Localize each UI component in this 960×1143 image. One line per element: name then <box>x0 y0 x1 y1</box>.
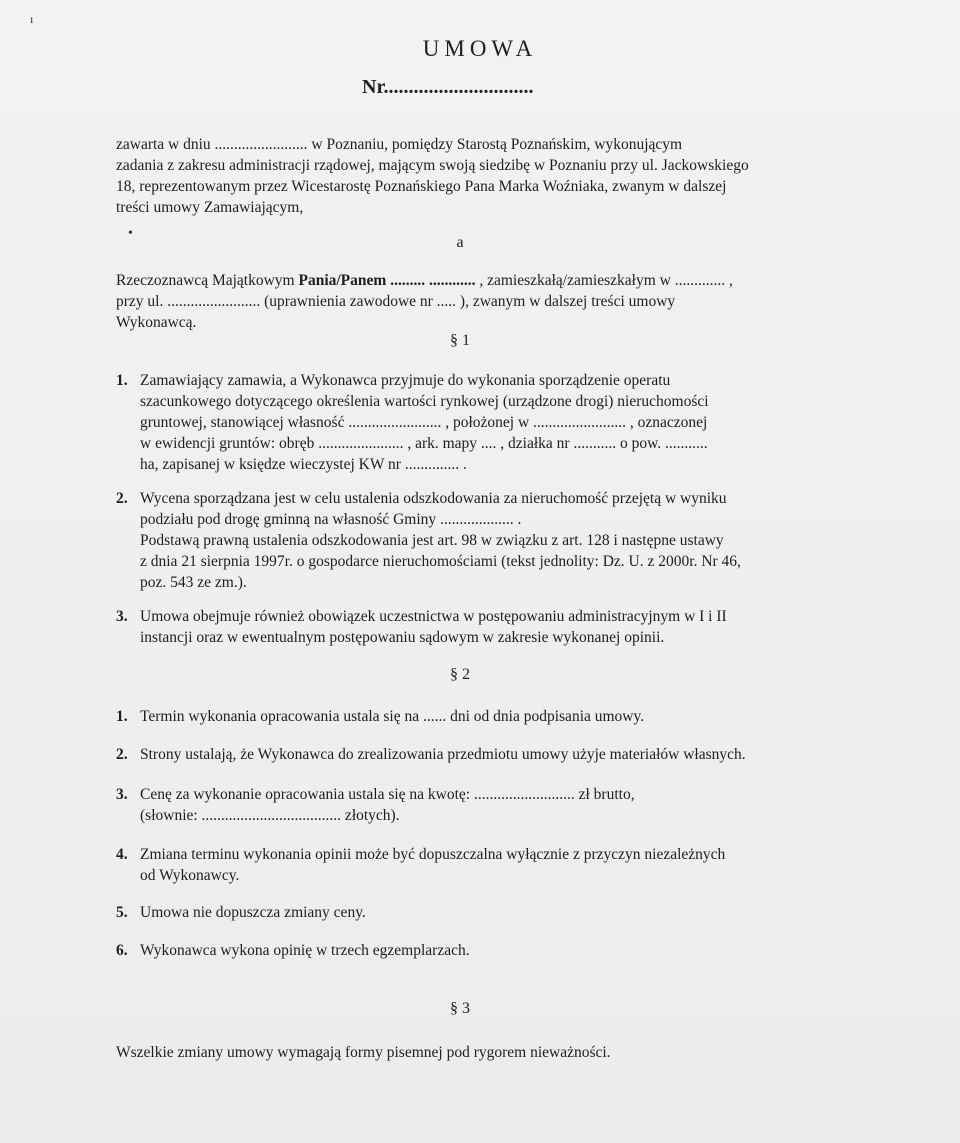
document-title: UMOWA <box>422 36 538 61</box>
sec1-item <box>116 370 806 473</box>
item-line: od Wykonawcy. <box>140 867 240 884</box>
intro-line: zawarta w dniu ........................ w Poznaniu, pomiędzy Starostą Poznańskim, wykonującym <box>116 136 683 153</box>
scan-artifact-dot: • <box>128 226 133 241</box>
intro-line: 18, reprezentowanym przez Wicestarostę Poznańskiego Pana Marka Woźniaka, zwanym w dalszej <box>116 178 727 195</box>
item-line: (słownie: .................................... złotych). <box>140 807 400 824</box>
sec2-item <box>116 844 806 884</box>
contractor-line: Wykonawcą. <box>116 314 197 331</box>
item-line: Cenę za wykonanie opracowania ustala się na kwotę: .......................... zł brutto, <box>140 786 635 803</box>
item-text <box>140 606 806 648</box>
contract-number: Nr.............................. <box>362 76 534 98</box>
item-number: 6. <box>116 942 128 959</box>
item-text <box>140 706 806 727</box>
item-text <box>140 744 806 765</box>
item-number: 3. <box>116 608 128 625</box>
sec2-item <box>116 940 806 961</box>
intro-line: treści umowy Zamawiającym, <box>116 199 304 216</box>
item-text <box>140 844 806 886</box>
item-text <box>140 940 806 961</box>
item-line: z dnia 21 sierpnia 1997r. o gospodarce nieruchomościami (tekst jednolity: Dz. U. z 2000r. Nr 46, <box>140 553 741 570</box>
contractor-name-blank: Pania/Panem ......... ............ <box>298 272 476 289</box>
item-number: 5. <box>116 904 128 921</box>
item-line: Termin wykonania opracowania ustala się na ...... dni od dnia podpisania umowy. <box>140 708 645 725</box>
sec3-paragraph: Wszelkie zmiany umowy wymagają formy pisemnej pod rygorem nieważności. <box>116 1044 611 1061</box>
item-number: 2. <box>116 746 128 763</box>
item-line: instancji oraz w ewentualnym postępowaniu sądowym w zakresie wykonanej opinii. <box>140 629 665 646</box>
item-number: 1. <box>116 372 128 389</box>
item-text <box>140 488 806 593</box>
item-line: Strony ustalają, że Wykonawca do zrealizowania przedmiotu umowy użyje materiałów własnych. <box>140 746 746 763</box>
item-line: szacunkowego dotyczącego określenia wartości rynkowej (urządzone drogi) nieruchomości <box>140 393 709 410</box>
sec2-item <box>116 902 806 923</box>
item-line: gruntowej, stanowiącej własność ........................ , położonej w ........................ , oznaczonej <box>140 414 708 431</box>
item-line: w ewidencji gruntów: obręb ...................... , ark. mapy .... , działka nr ........... o pow. ........... <box>140 435 708 452</box>
contractor-paragraph <box>116 270 806 333</box>
contractor-residence: , zamieszkałą/zamieszkałym w ............. , <box>475 272 733 289</box>
intro-paragraph <box>116 134 806 218</box>
item-line: Wycena sporządzana jest w celu ustalenia odszkodowania za nieruchomość przejętą w wyniku <box>140 490 727 507</box>
item-line: ha, zapisanej w księdze wieczystej KW nr .............. . <box>140 456 467 473</box>
section-1-heading: § 1 <box>450 332 470 349</box>
item-line: Podstawą prawną ustalenia odszkodowania jest art. 98 w związku z art. 128 i następne ustawy <box>140 532 724 549</box>
section-3-heading: § 3 <box>450 1000 470 1017</box>
item-line: Zamawiający zamawia, a Wykonawca przyjmuje do wykonania sporządzenie operatu <box>140 372 671 389</box>
sec1-item <box>116 488 806 591</box>
contractor-line <box>116 270 806 291</box>
item-line: poz. 543 ze zm.). <box>140 574 247 591</box>
scan-artifact-mark: ı <box>30 12 34 26</box>
contractor-role: Rzeczoznawcą Majątkowym <box>116 272 299 289</box>
item-text <box>140 784 806 826</box>
item-line: Umowa obejmuje również obowiązek uczestnictwa w postępowaniu administracyjnym w I i II <box>140 608 727 625</box>
item-text <box>140 902 806 923</box>
contractor-line: przy ul. ........................ (uprawnienia zawodowe nr ..... ), zwanym w dalszej treści umowy <box>116 293 676 310</box>
item-line: Zmiana terminu wykonania opinii może być dopuszczalna wyłącznie z przyczyn niezależnych <box>140 846 726 863</box>
item-line: podziału pod drogę gminną na własność Gminy ................... . <box>140 511 522 528</box>
intro-line: zadania z zakresu administracji rządowej, mającym swoją siedzibę w Poznaniu przy ul. Jackowskiego <box>116 157 749 174</box>
item-text <box>140 370 806 475</box>
item-number: 4. <box>116 846 128 863</box>
sec2-item <box>116 744 806 765</box>
item-number: 1. <box>116 708 128 725</box>
item-number: 3. <box>116 786 128 803</box>
section-2-heading: § 2 <box>450 666 470 683</box>
sec1-item <box>116 606 806 646</box>
item-line: Wykonawca wykona opinię w trzech egzemplarzach. <box>140 942 470 959</box>
item-line: Umowa nie dopuszcza zmiany ceny. <box>140 904 366 921</box>
sec2-item <box>116 706 806 727</box>
item-number: 2. <box>116 490 128 507</box>
sec2-item <box>116 784 806 824</box>
separator-a: a <box>456 234 464 251</box>
